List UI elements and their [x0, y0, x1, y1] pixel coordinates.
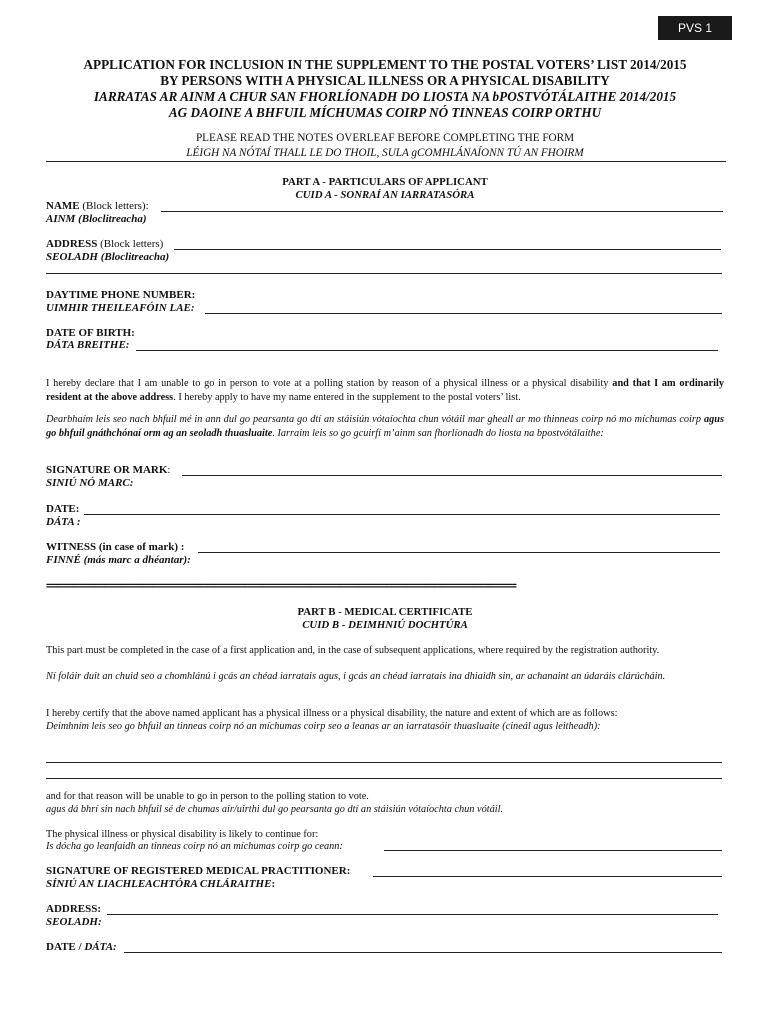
- practitioner-address-field[interactable]: [107, 914, 718, 915]
- title-ga-line1: IARRATAS AR AINM A CHUR SAN FHORLÍONADH DO LIOSTA NA bPOSTVÓTÁLAITHE 2014/2015: [93, 89, 677, 104]
- address-label-ga: SEOLADH (Bloclitreacha): [46, 251, 170, 263]
- continue-en: The physical illness or physical disability is likely to continue for:: [46, 829, 319, 840]
- reason-ga: agus dá bhrí sin nach bhfuil sé de chumas air/uirthi dul go pearsanta go dtí an stáisiún vótaíochta chun vótáil.: [46, 804, 504, 815]
- signature-field[interactable]: [182, 475, 722, 476]
- address-label: ADDRESS (Block letters): [46, 238, 164, 250]
- section-separator: =========================================================================================: [46, 580, 516, 592]
- dob-label: DATE OF BIRTH:: [46, 327, 135, 339]
- phone-label-ga: UIMHIR THEILEAFÓIN LAE:: [46, 302, 195, 314]
- dob-field[interactable]: [136, 350, 718, 351]
- practitioner-address-label-ga: SEOLADH:: [46, 916, 102, 928]
- name-label-ga: AINM (Bloclitreacha): [46, 213, 147, 225]
- condition-field-line1[interactable]: [46, 762, 722, 763]
- part-b-intro-en: This part must be completed in the case of a first application and, in the case of subsequent applications, where required by the registration authority.: [46, 645, 660, 656]
- practitioner-signature-label-ga: SÍNIÚ AN LIACHLEACHTÓRA CHLÁRAITHE:: [46, 878, 276, 890]
- part-a-heading: PART A - PARTICULARS OF APPLICANT: [282, 176, 488, 188]
- reason-en: and for that reason will be unable to go in person to the polling station to vote.: [46, 791, 369, 802]
- notes-en: PLEASE READ THE NOTES OVERLEAF BEFORE COMPLETING THE FORM: [195, 132, 575, 144]
- phone-field[interactable]: [205, 313, 722, 314]
- practitioner-signature-label: SIGNATURE OF REGISTERED MEDICAL PRACTITIONER:: [46, 865, 351, 877]
- certify-en: I hereby certify that the above named applicant has a physical illness or a physical disability, the nature and extent of which are as follows:: [46, 708, 618, 719]
- part-b-heading-ga: CUID B - DEIMHNIÚ DOCHTÚRA: [302, 619, 468, 631]
- part-b-intro-ga: Ní foláir duit an chuid seo a chomhlánú i gcás an chéad iarratais agus, i gcás an chéad iarratais ina dhiaidh sin, ar achanaint an údaráis clárúcháin.: [46, 671, 666, 682]
- address-field-line1[interactable]: [174, 249, 721, 250]
- practitioner-signature-field[interactable]: [373, 876, 722, 877]
- practitioner-address-label: ADDRESS:: [46, 903, 102, 915]
- date-label-ga: DÁTA :: [46, 516, 81, 528]
- continue-ga: Is dócha go leanfaidh an tinneas coirp nó an míchumas coirp go ceann:: [46, 841, 343, 852]
- practitioner-date-field[interactable]: [124, 952, 722, 953]
- title-en-line2: BY PERSONS WITH A PHYSICAL ILLNESS OR A PHYSICAL DISABILITY: [160, 73, 610, 88]
- date-field[interactable]: [84, 514, 720, 515]
- dob-label-ga: DÁTA BREITHE:: [46, 339, 130, 351]
- duration-field[interactable]: [384, 850, 722, 851]
- declaration-ga: Dearbhaím leis seo nach bhfuil mé in ann dul go pearsanta go dtí an stáisiún vótaíochta chun vótáil mar gheall ar mo thinneas coirp nó mo míchumas coirp agus go bhfuil gnáthchónaí orm ag an seoladh thuasluaite. Iarraim leis so go gcuirfí m’ainm san fhorlíonadh do liosta na bpostvótálaithe:: [46, 414, 724, 439]
- practitioner-date-label: DATE / DÁTA:: [46, 941, 117, 953]
- witness-field[interactable]: [198, 552, 720, 553]
- witness-label-ga: FINNÉ (más marc a dhéantar):: [46, 554, 191, 566]
- notes-ga: LÉIGH NA NÓTAÍ THALL LE DO THOIL, SULA gCOMHLÁNAÍONN TÚ AN FHOIRM: [186, 147, 584, 159]
- title-ga-line2: AG DAOINE A BHFUIL MÍCHUMAS COIRP NÓ TINNEAS COIRP ORTHU: [168, 105, 602, 120]
- signature-label: SIGNATURE OR MARK:: [46, 464, 171, 476]
- name-label: NAME (Block letters):: [46, 200, 149, 212]
- form-code-badge: PVS 1: [658, 16, 732, 40]
- signature-label-ga: SINIÚ NÓ MARC:: [46, 477, 134, 489]
- title-en-line1: APPLICATION FOR INCLUSION IN THE SUPPLEMENT TO THE POSTAL VOTERS’ LIST 2014/2015: [83, 57, 687, 72]
- certify-ga: Deimhním leis seo go bhfuil an tinneas coirp nó an míchumas coirp seo a leanas ar an iarratasóir thuasluaite (cineál agus leitheadh):: [46, 721, 601, 732]
- address-field-line2[interactable]: [46, 273, 722, 274]
- phone-label: DAYTIME PHONE NUMBER:: [46, 289, 196, 301]
- part-a-heading-ga: CUID A - SONRAÍ AN IARRATASÓRA: [295, 189, 475, 201]
- condition-field-line2[interactable]: [46, 778, 722, 779]
- declaration-en: I hereby declare that I am unable to go in person to vote at a polling station by reason of a physical illness or a physical disability and that I am ordinarily resident at the above address. I hereby apply to have my name entered in the supplement to the postal voters’ list.: [46, 378, 725, 403]
- date-label: DATE:: [46, 503, 80, 515]
- header-divider: [46, 161, 726, 162]
- name-field[interactable]: [161, 211, 723, 212]
- part-b-heading: PART B - MEDICAL CERTIFICATE: [297, 606, 473, 618]
- witness-label: WITNESS (in case of mark) :: [46, 541, 185, 553]
